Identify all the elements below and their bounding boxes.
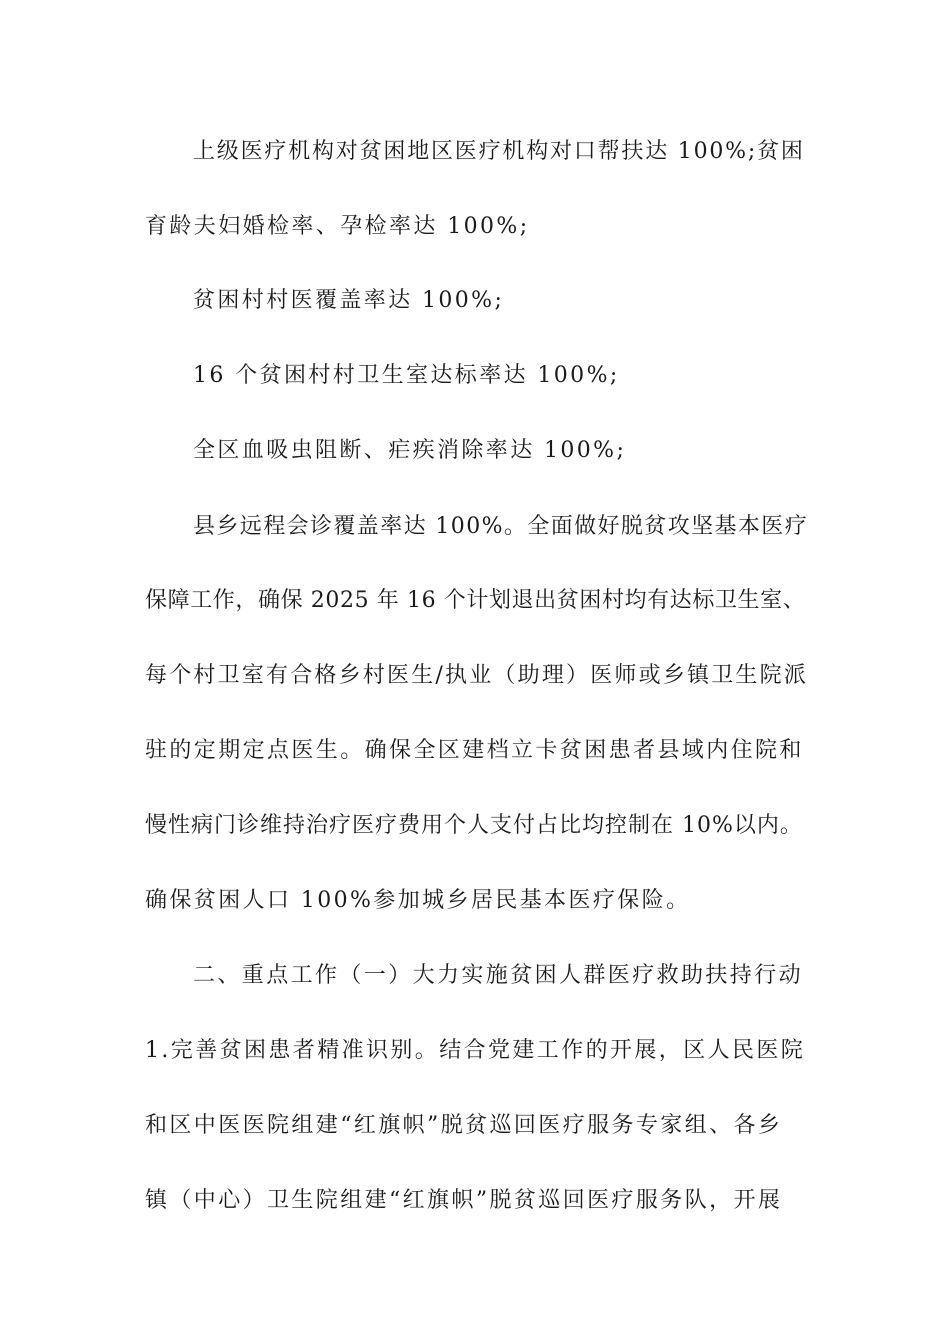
text-line-2: 育龄夫妇婚检率、孕检率达 100%; [145,214,530,239]
section-heading-line: 二、重点工作（一）大力实施贫困人群医疗救助扶持行动 [193,963,804,988]
text-line-11: 确保贫困人口 100%参加城乡居民基本医疗保险。 [145,888,691,913]
text-line-15: 镇（中心）卫生院组建“红旗帜”脱贫巡回医疗服务队，开展 [145,1188,783,1213]
text-line-9: 驻的定期定点医生。确保全区建档立卡贫困患者县域内住院和 [145,738,804,763]
text-line-3: 贫困村村医覆盖率达 100%; [193,288,505,313]
text-line-5: 全区血吸虫阻断、疟疾消除率达 100%; [193,438,627,463]
text-line-7: 保障工作，确保 2025 年 16 个计划退出贫困村均有达标卫生室、 [145,588,806,613]
text-line-14: 和区中医医院组建“红旗帜”脱贫巡回医疗服务专家组、各乡 [145,1113,783,1138]
text-line-4: 16 个贫困村村卫生室达标率达 100%; [193,363,620,388]
text-line-8: 每个村卫室有合格乡村医生/执业（助理）医师或乡镇卫生院派 [145,663,809,688]
text-line-13: 1.完善贫困患者精准识别。结合党建工作的开展，区人民医院 [145,1038,806,1063]
text-line-1: 上级医疗机构对贫困地区医疗机构对口帮扶达 100%;贫困 [193,139,805,164]
text-line-6: 县乡远程会诊覆盖率达 100%。全面做好脱贫攻坚基本医疗 [193,514,809,539]
text-line-10: 慢性病门诊维持治疗医疗费用个人支付占比均控制在 10%以内。 [145,813,803,838]
